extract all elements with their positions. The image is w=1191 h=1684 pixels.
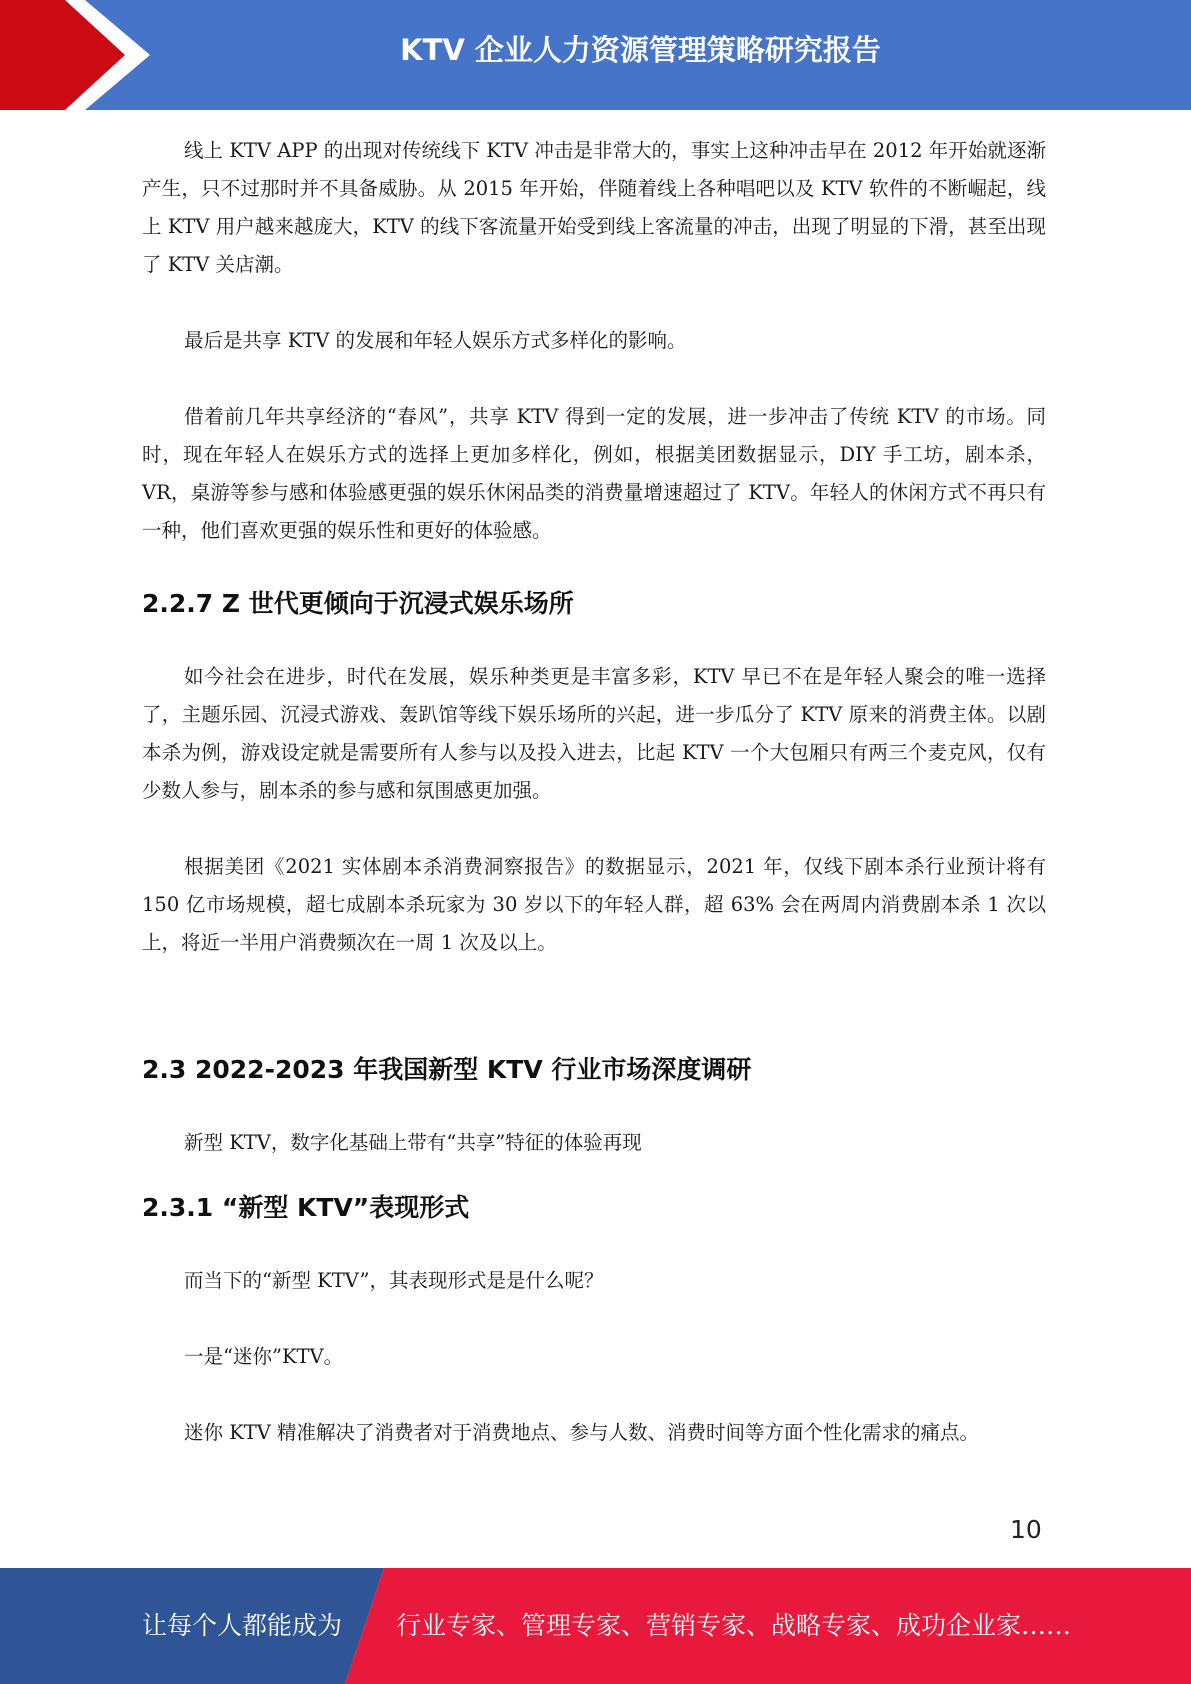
paragraph-new-ktv-forms: 而当下的“新型 KTV”，其表现形式是是什么呢？ xyxy=(184,1269,604,1292)
section-heading-2-2-7: 2.2.7 Z 世代更倾向于沉浸式娱乐场所 xyxy=(142,589,574,618)
header-banner xyxy=(0,0,1191,110)
paragraph-new-ktv-intro: 新型 KTV，数字化基础上带有“共享”特征的体验再现 xyxy=(184,1131,642,1154)
paragraph-mini-ktv-benefit: 迷你 KTV 精准解决了消费者对于消费地点、参与人数、消费时间等方面个性化需求的痛点。 xyxy=(184,1421,980,1444)
footer-slogan-right: 行业专家、管理专家、营销专家、战略专家、成功企业家…… xyxy=(396,1611,1072,1640)
page-content xyxy=(142,132,1046,1452)
paragraph-shared-ktv-intro: 最后是共享 KTV 的发展和年轻人娱乐方式多样化的影响。 xyxy=(184,329,687,352)
paragraph-online-ktv: 线上 KTV APP 的出现对传统线下 KTV 冲击是非常大的，事实上这种冲击早在 2012 年开始就逐渐产生，只不过那时并不具备威胁。从 2015 年开始，伴随着线上各种唱吧以及 KTV 软件的不断崛起，线上 KTV 用户越来越庞大，KTV 的线下客流量开始受到线上客流量的冲击，出现了明显的下滑，甚至出现了 KTV 关店潮。 xyxy=(142,139,1046,276)
paragraph-gen-z: 如今社会在进步，时代在发展，娱乐种类更是丰富多彩，KTV 早已不在是年轻人聚会的唯一选择了，主题乐园、沉浸式游戏、轰趴馆等线下娱乐场所的兴起，进一步瓜分了 KTV 原来的消费主体。以剧本杀为例，游戏设定就是需要所有人参与以及投入进去，比起 KTV 一个大包厢只有两三个麦克风，仅有少数人参与，剧本杀的参与感和氛围感更加强。 xyxy=(142,665,1046,802)
paragraph-meituan-report: 根据美团《2021 实体剧本杀消费洞察报告》的数据显示，2021 年，仅线下剧本杀行业预计将有 150 亿市场规模，超七成剧本杀玩家为 30 岁以下的年轻人群，超 63% 会在两周内消费剧本杀 1 次以上，将近一半用户消费频次在一周 1 次及以上。 xyxy=(142,855,1046,954)
page-number: 10 xyxy=(1010,1515,1042,1544)
footer-slogan-left: 让每个人都能成为 xyxy=(142,1611,343,1640)
paragraph-shared-economy: 借着前几年共享经济的“春风”，共享 KTV 得到一定的发展，进一步冲击了传统 KTV 的市场。同时，现在年轻人在娱乐方式的选择上更加多样化，例如，根据美团数据显示，DIY 手工坊，剧本杀，VR，桌游等参与感和体验感更强的娱乐休闲品类的消费量增速超过了 KTV。年轻人的休闲方式不再只有一种，他们喜欢更强的娱乐性和更好的体验感。 xyxy=(142,405,1046,542)
paragraph-mini-ktv: 一是“迷你”KTV。 xyxy=(184,1345,344,1368)
footer-banner xyxy=(0,1568,1191,1684)
report-title: KTV 企业人力资源管理策略研究报告 xyxy=(400,33,881,67)
section-heading-2-3: 2.3 2022-2023 年我国新型 KTV 行业市场深度调研 xyxy=(142,1055,752,1084)
section-heading-2-3-1: 2.3.1 “新型 KTV”表现形式 xyxy=(142,1193,470,1222)
